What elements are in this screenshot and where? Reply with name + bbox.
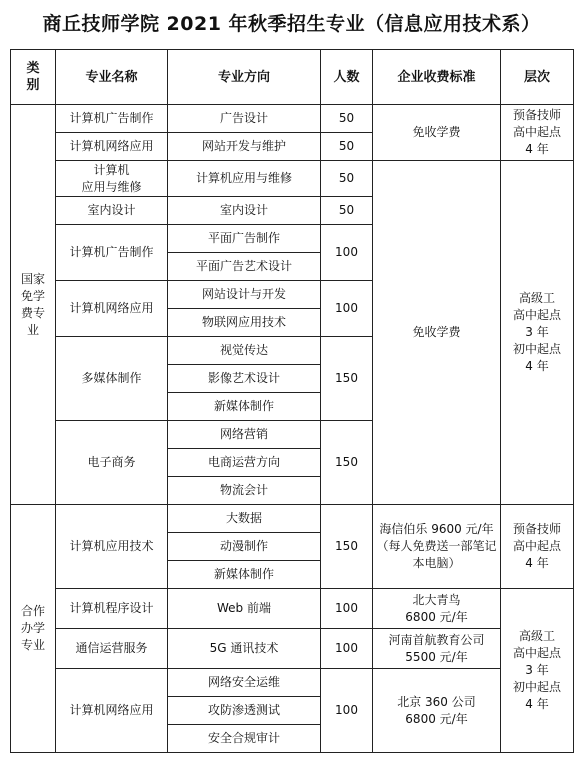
level-cell: 预备技师 高中起点 4 年	[501, 505, 574, 589]
category-national: 国家 免学 费专 业	[11, 105, 56, 505]
major-cell: 计算机 应用与维修	[56, 161, 168, 197]
table-row	[11, 505, 574, 533]
header-level: 层次	[501, 50, 574, 105]
major-cell: 计算机广告制作	[56, 225, 168, 281]
major-cell: 多媒体制作	[56, 337, 168, 421]
table-row	[11, 161, 574, 197]
direction-cell: 影像艺术设计	[168, 365, 321, 393]
major-cell: 计算机网络应用	[56, 669, 168, 753]
direction-cell: 视觉传达	[168, 337, 321, 365]
major-cell: 通信运营服务	[56, 629, 168, 669]
major-cell: 计算机网络应用	[56, 281, 168, 337]
direction-cell: 物流会计	[168, 477, 321, 505]
level-cell: 高级工 高中起点 3 年 初中起点 4 年	[501, 589, 574, 753]
count-cell: 50	[321, 105, 373, 133]
major-cell: 计算机程序设计	[56, 589, 168, 629]
direction-cell: 计算机应用与维修	[168, 161, 321, 197]
direction-cell: 动漫制作	[168, 533, 321, 561]
major-cell: 计算机广告制作	[56, 105, 168, 133]
fee-cell: 免收学费	[373, 105, 501, 161]
header-category: 类 别	[11, 50, 56, 105]
fee-cell: 河南首航教育公司 5500 元/年	[373, 629, 501, 669]
direction-cell: 物联网应用技术	[168, 309, 321, 337]
direction-cell: 攻防渗透测试	[168, 697, 321, 725]
direction-cell: Web 前端	[168, 589, 321, 629]
header-row	[11, 50, 574, 105]
count-cell: 50	[321, 161, 373, 197]
header-count: 人数	[321, 50, 373, 105]
fee-cell: 北京 360 公司 6800 元/年	[373, 669, 501, 753]
major-cell: 室内设计	[56, 197, 168, 225]
direction-cell: 电商运营方向	[168, 449, 321, 477]
fee-cell: 免收学费	[373, 161, 501, 505]
major-cell: 计算机网络应用	[56, 133, 168, 161]
direction-cell: 5G 通讯技术	[168, 629, 321, 669]
count-cell: 100	[321, 669, 373, 753]
header-direction: 专业方向	[168, 50, 321, 105]
direction-cell: 室内设计	[168, 197, 321, 225]
direction-cell: 网络安全运维	[168, 669, 321, 697]
direction-cell: 平面广告艺术设计	[168, 253, 321, 281]
count-cell: 100	[321, 629, 373, 669]
direction-cell: 新媒体制作	[168, 393, 321, 421]
count-cell: 150	[321, 421, 373, 505]
direction-cell: 平面广告制作	[168, 225, 321, 253]
count-cell: 150	[321, 505, 373, 589]
count-cell: 100	[321, 225, 373, 281]
direction-cell: 网站设计与开发	[168, 281, 321, 309]
fee-cell: 北大青鸟 6800 元/年	[373, 589, 501, 629]
count-cell: 100	[321, 281, 373, 337]
level-cell: 预备技师 高中起点 4 年	[501, 105, 574, 161]
direction-cell: 新媒体制作	[168, 561, 321, 589]
count-cell: 150	[321, 337, 373, 421]
table-row	[11, 669, 574, 697]
category-coop: 合作 办学 专业	[11, 505, 56, 753]
direction-cell: 安全合规审计	[168, 725, 321, 753]
header-major: 专业名称	[56, 50, 168, 105]
level-cell: 高级工 高中起点 3 年 初中起点 4 年	[501, 161, 574, 505]
header-fee: 企业收费标准	[373, 50, 501, 105]
fee-cell: 海信伯乐 9600 元/年 （每人免费送一部笔记 本电脑）	[373, 505, 501, 589]
count-cell: 50	[321, 133, 373, 161]
major-cell: 电子商务	[56, 421, 168, 505]
page-title: 商丘技师学院 2021 年秋季招生专业（信息应用技术系）	[42, 13, 541, 35]
count-cell: 100	[321, 589, 373, 629]
table-row	[11, 629, 574, 669]
table-row	[11, 589, 574, 629]
major-cell: 计算机应用技术	[56, 505, 168, 589]
table-row	[11, 105, 574, 133]
direction-cell: 网络营销	[168, 421, 321, 449]
direction-cell: 广告设计	[168, 105, 321, 133]
direction-cell: 大数据	[168, 505, 321, 533]
count-cell: 50	[321, 197, 373, 225]
direction-cell: 网站开发与维护	[168, 133, 321, 161]
enrollment-table	[10, 49, 574, 753]
